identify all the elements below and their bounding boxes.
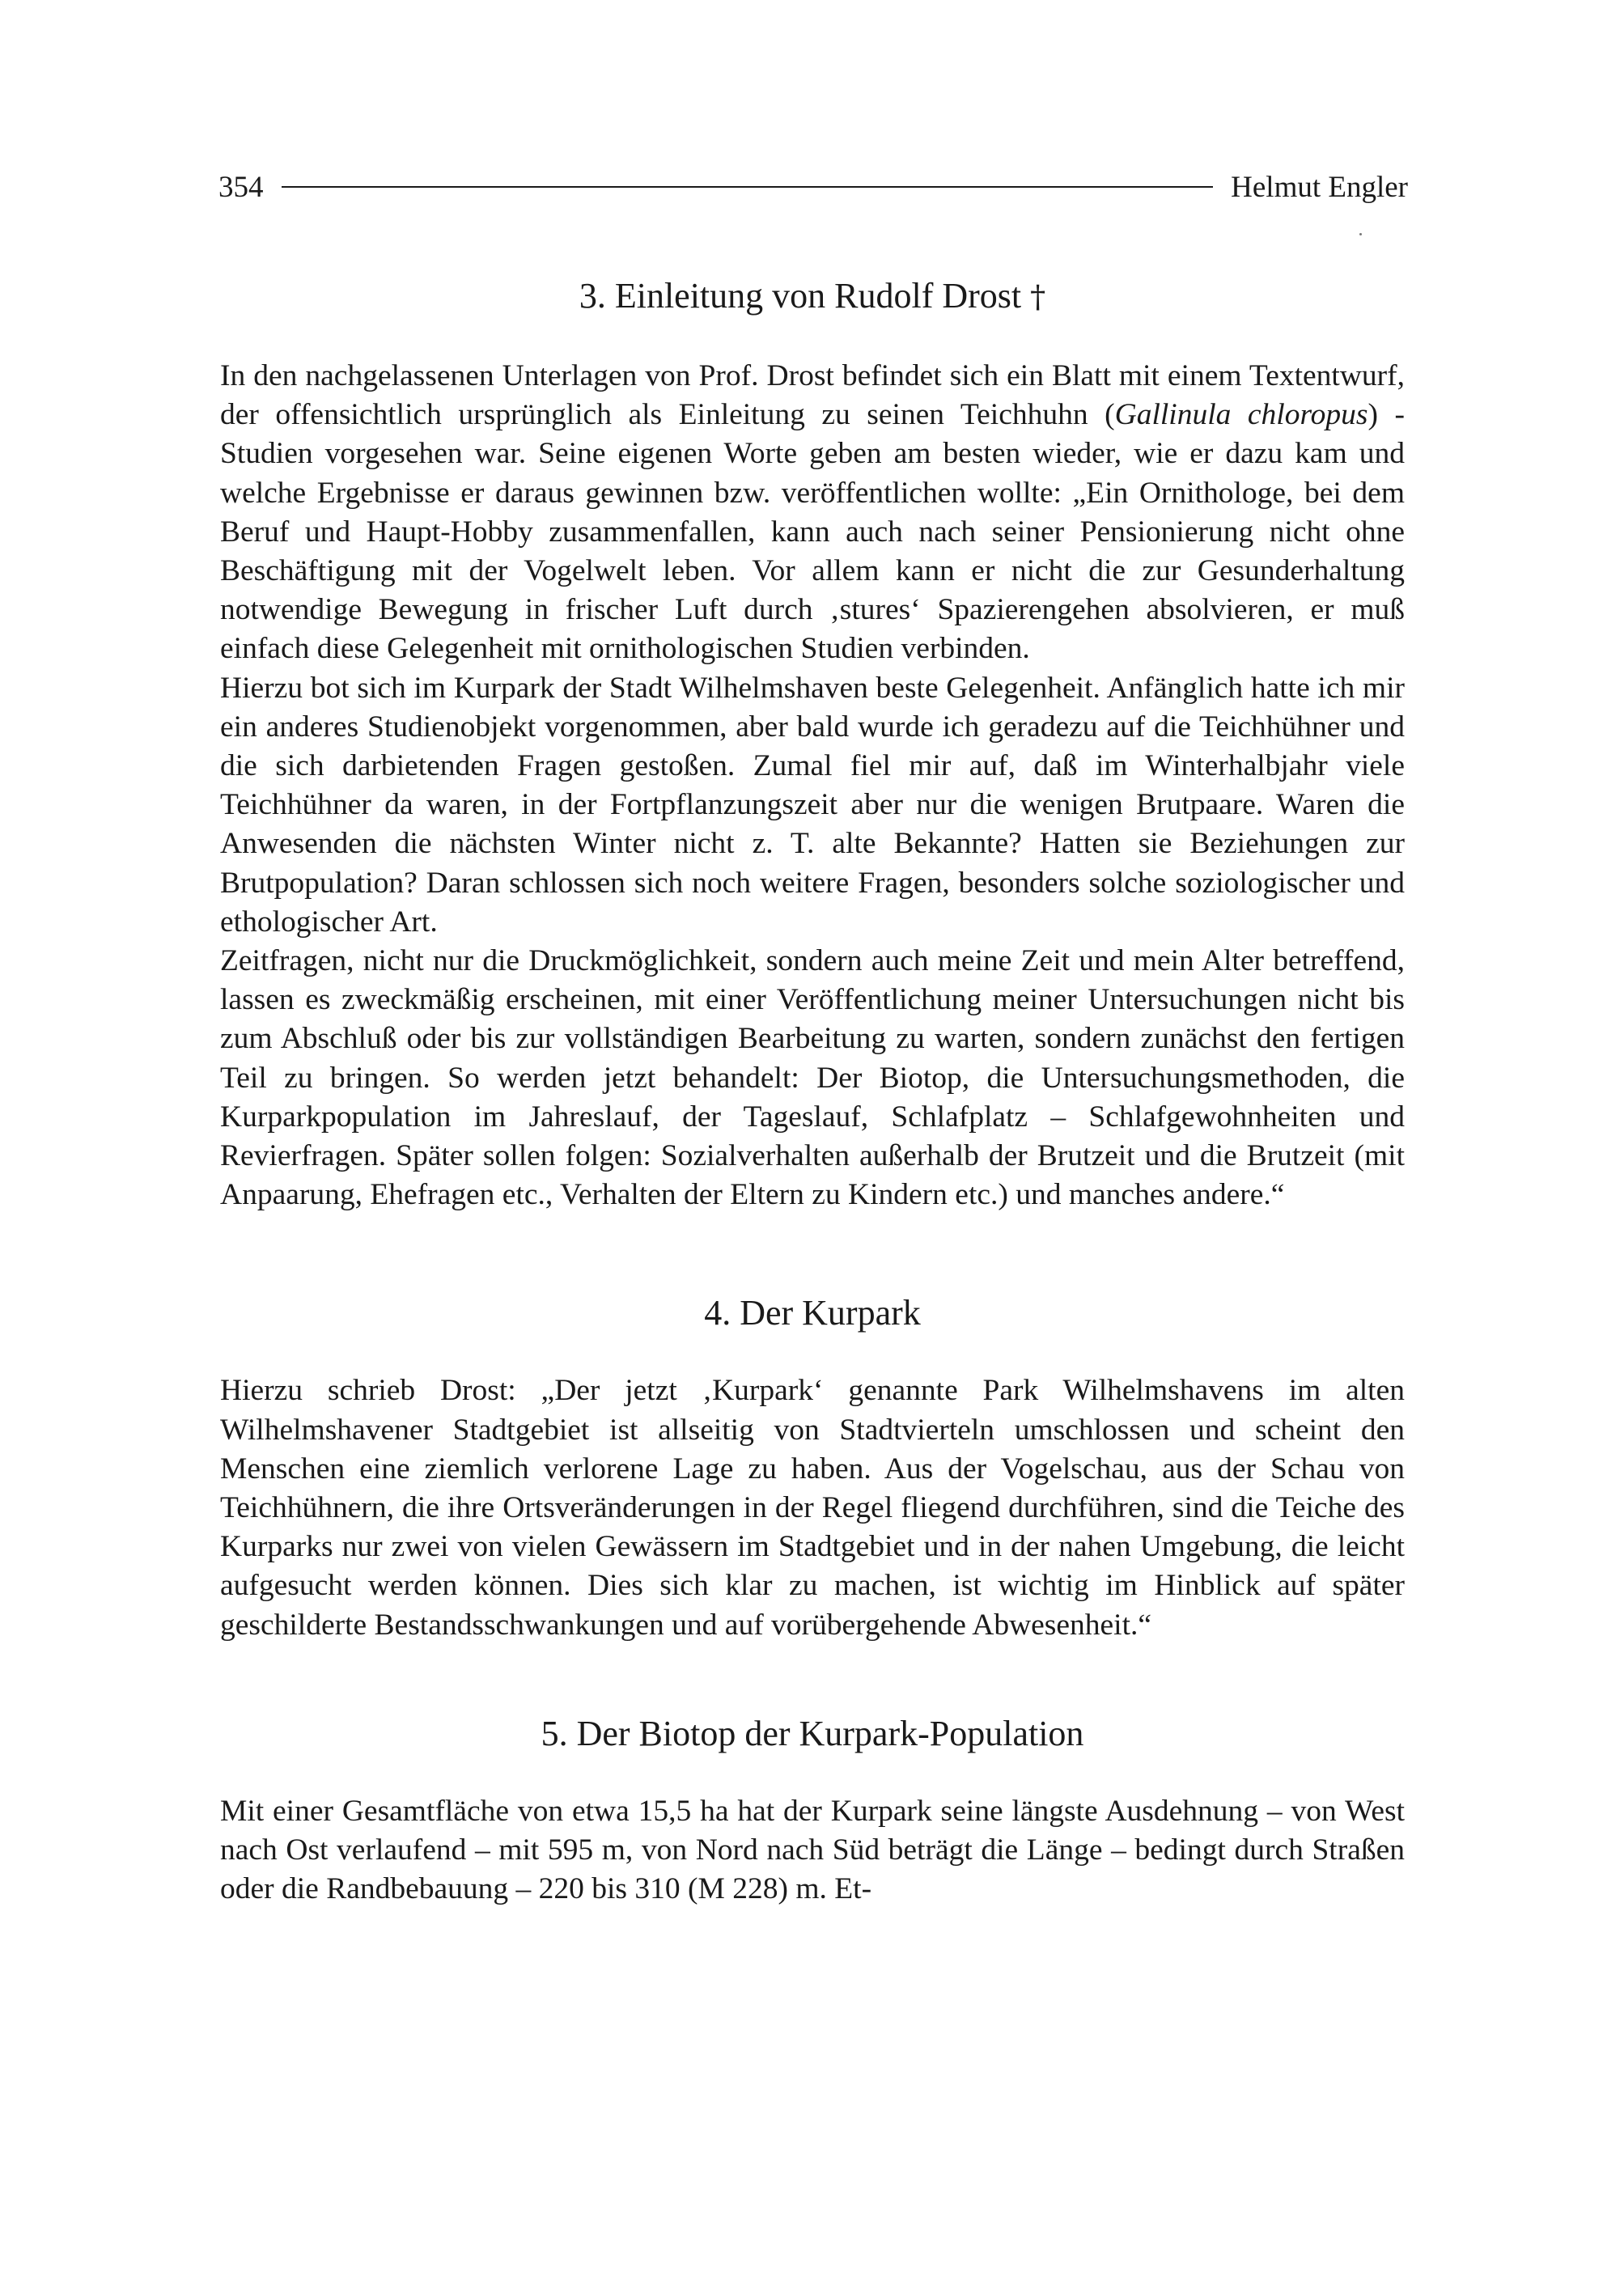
section-3-paragraph-1: [220, 357, 1405, 669]
running-author: Helmut Engler: [1231, 170, 1408, 204]
section-3-paragraph-3: Zeitfragen, nicht nur die Druckmöglichkeit, sondern auch meine Zeit und mein Alter betreffend, lassen es zweckmäßig erscheinen, mit einer Veröffentlichung meiner Untersuchungen nicht bis zum Abschluß oder bis zur vollständigen Bearbeitung zu warten, sondern zunächst den fertigen Teil zu bringen. So werden jetzt behandelt: Der Biotop, die Untersuchungsmethoden, die Kurparkpopulation im Jahreslauf, der Tageslauf, Schlafplatz – Schlafgewohnheiten und Revierfragen. Später sollen folgen: Sozialverhalten außerhalb der Brutzeit und die Brutzeit (mit Anpaarung, Ehefragen etc., Verhalten der Eltern zu Kindern etc.) und manches andere.“: [220, 944, 1405, 1212]
running-header: [218, 167, 1408, 207]
page-content: [220, 257, 1405, 1909]
section-4-paragraph-1: Hierzu schrieb Drost: „Der jetzt ‚Kurpark‘ genannte Park Wilhelmshavens im alten Wilhelmshavener Stadtgebiet ist allseitig von Stadtvierteln umschlossen und scheint den Menschen eine ziemlich verlorene Lage zu haben. Aus der Vogelschau, aus der Schau von Teichhühnern, die ihre Ortsveränderungen in der Regel fliegend durchführen, sind die Teiche des Kurparks nur zwei von vielen Gewässern im Stadtgebiet und in der nahen Umgebung, die leicht aufgesucht werden können. Dies sich klar zu machen, ist wichtig im Hinblick auf später geschilderte Bestandsschwankungen und auf vorübergehende Abwesenheit.“: [220, 1374, 1405, 1642]
section-5-body: [220, 1792, 1405, 1909]
section-3-paragraph-2: Hierzu bot sich im Kurpark der Stadt Wilhelmshaven beste Gelegenheit. Anfänglich hatte ich mir ein anderes Studienobjekt vorgenommen, aber bald wurde ich geradezu auf die Teichhühner und die sich darbietenden Fragen gestoßen. Zumal fiel mir auf, daß im Winterhalbjahr viele Teichhühner da waren, in der Fortpflanzungszeit aber nur die wenigen Brutpaare. Waren die Anwesenden die nächsten Winter nicht z. T. alte Bekannte? Hatten sie Beziehungen zur Brutpopulation? Daran schlossen sich noch weitere Fragen, besonders solche soziologischer und ethologischer Art.: [220, 671, 1405, 939]
section-5-paragraph-1: Mit einer Gesamtfläche von etwa 15,5 ha hat der Kurpark seine längste Ausdehnung – von West nach Ost verlaufend – mit 595 m, von Nord nach Süd beträgt die Länge – bedingt durch Straßen oder die Randbebauung – 220 bis 310 (M 228) m. Et-: [220, 1794, 1405, 1906]
dagger-symbol: †: [1030, 279, 1046, 315]
section-3-heading: [220, 272, 1405, 321]
paragraph-text: In den nachgelassenen Unterlagen von Prof. Drost befindet sich ein Blatt mit einem Textentwurf, der offensichtlich ursprünglich als Einleitung zu seinen Teichhuhn (: [220, 359, 1405, 432]
section-5-heading: 5. Der Biotop der Kurpark-Population: [541, 1713, 1084, 1753]
scan-speck: [1359, 233, 1362, 235]
section-4-heading: 4. Der Kurpark: [704, 1293, 921, 1333]
paragraph-text: ) -Studien vorgesehen war. Seine eigenen Worte geben am besten wieder, wie er dazu kam und welche Ergebnisse er daraus gewinnen bzw. veröffentlichen wollte: „Ein Ornithologe, bei dem Beruf und Haupt-Hobby zusammenfallen, kann auch nach seiner Pensionierung nicht ohne Beschäftigung mit der Vogelwelt leben. Vor allem kann er nicht die zur Gesunderhaltung notwendige Bewegung in frischer Luft durch ‚stures‘ Spazierengehen absolvieren, er muß einfach diese Gelegenheit mit ornithologischen Studien verbinden.: [220, 398, 1405, 666]
header-rule: [282, 186, 1214, 188]
section-3-title: 3. Einleitung von Rudolf Drost: [579, 276, 1022, 316]
section-4-body: [220, 1371, 1405, 1644]
page-number: 354: [218, 170, 264, 204]
section-3-body: [220, 357, 1405, 1214]
species-name: Gallinula chloropus: [1114, 398, 1368, 432]
